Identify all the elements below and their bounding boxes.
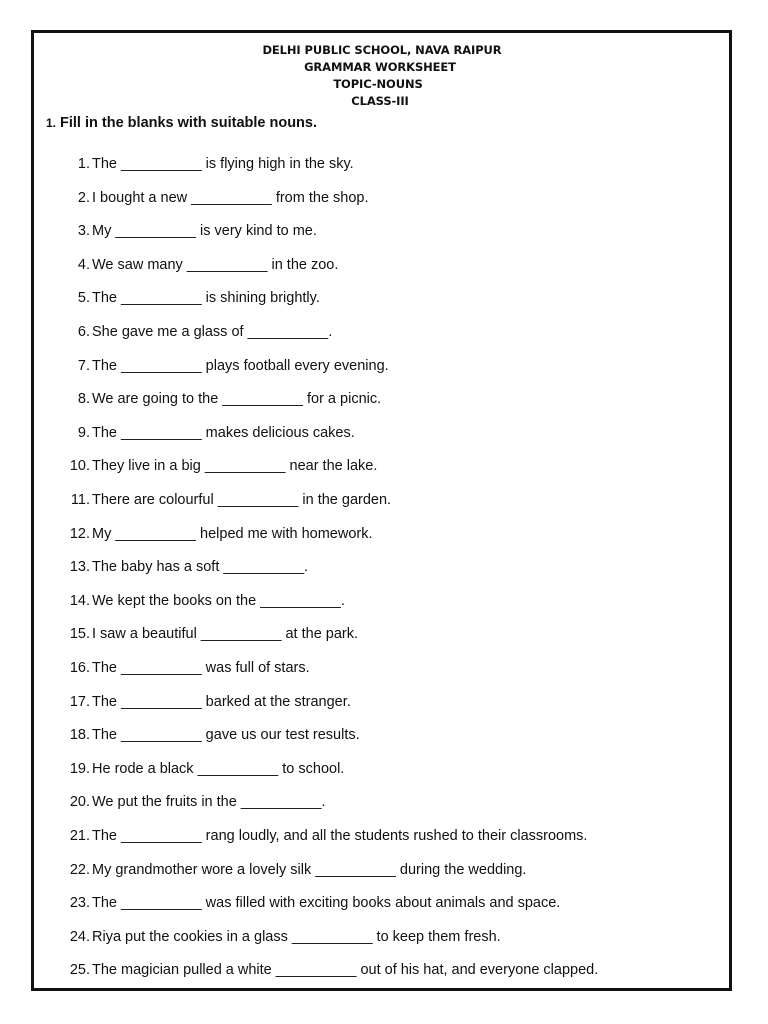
item-sentence: Riya put the cookies in a glass __________ to keep them fresh.: [92, 928, 501, 945]
item-sentence: The __________ plays football every evening.: [92, 357, 389, 374]
item-sentence: We put the fruits in the __________.: [92, 794, 326, 811]
item-number: 16.: [69, 660, 90, 676]
item-number: 17.: [69, 693, 90, 710]
worksheet-topic: TOPIC-NOUNS: [333, 77, 423, 91]
page-border: [31, 30, 732, 991]
item-number: 13.: [69, 559, 90, 576]
item-number: 23.: [69, 895, 90, 912]
item-number: 14.: [69, 592, 90, 609]
item-sentence: The __________ gave us our test results.: [92, 727, 360, 744]
item-sentence: He rode a black __________ to school.: [92, 760, 345, 777]
item-number: 20.: [69, 794, 90, 811]
item-number: 4.: [77, 256, 90, 273]
item-sentence: They live in a big __________ near the lake.: [92, 458, 378, 475]
item-sentence: The __________ is flying high in the sky.: [92, 156, 354, 172]
item-number: 8.: [77, 391, 90, 408]
class-label: CLASS-III: [351, 94, 409, 108]
item-number: 12.: [69, 525, 90, 542]
item-number: 11.: [70, 492, 90, 508]
item-sentence: There are colourful __________ in the garden.: [92, 492, 392, 508]
item-number: 10.: [69, 458, 90, 475]
item-number: 3.: [77, 223, 90, 240]
item-number: 7.: [77, 357, 90, 374]
item-sentence: My __________ is very kind to me.: [92, 223, 317, 240]
item-number: 15.: [69, 626, 90, 643]
worksheet-title: GRAMMAR WORKSHEET: [304, 60, 456, 74]
question-number: 1.: [46, 116, 57, 130]
question-instruction: Fill in the blanks with suitable nouns.: [60, 115, 318, 131]
item-sentence: We are going to the __________ for a picnic.: [92, 391, 382, 408]
item-sentence: The __________ rang loudly, and all the students rushed to their classrooms.: [92, 828, 588, 844]
item-number: 21.: [69, 828, 90, 844]
item-sentence: The __________ barked at the stranger.: [92, 693, 351, 710]
item-sentence: The __________ was full of stars.: [92, 660, 310, 676]
item-number: 19.: [69, 760, 90, 777]
item-sentence: We kept the books on the __________.: [92, 592, 345, 609]
item-number: 24.: [69, 928, 90, 945]
item-sentence: My __________ helped me with homework.: [92, 525, 373, 542]
worksheet-header: [0, 42, 768, 110]
item-sentence: I saw a beautiful __________ at the park.: [92, 626, 359, 643]
question-heading: [46, 115, 317, 131]
item-number: 18.: [69, 727, 90, 744]
item-number: 1.: [77, 156, 90, 172]
item-sentence: She gave me a glass of __________.: [92, 324, 333, 340]
item-sentence: The baby has a soft __________.: [92, 559, 309, 576]
item-sentence: The magician pulled a white __________ out of his hat, and everyone clapped.: [92, 962, 599, 979]
item-sentence: The __________ is shining brightly.: [92, 290, 320, 307]
item-number: 9.: [77, 424, 90, 441]
item-number: 22.: [69, 861, 90, 878]
item-sentence: My grandmother wore a lovely silk __________ during the wedding.: [92, 861, 527, 878]
item-number: 5.: [77, 290, 90, 307]
item-sentence: The __________ makes delicious cakes.: [92, 424, 355, 441]
item-sentence: The __________ was filled with exciting books about animals and space.: [92, 895, 561, 912]
item-number: 6.: [77, 324, 90, 340]
item-number: 25.: [69, 962, 90, 979]
school-name: DELHI PUBLIC SCHOOL, NAVA RAIPUR: [262, 43, 502, 57]
item-sentence: I bought a new __________ from the shop.: [92, 189, 369, 206]
item-sentence: We saw many __________ in the zoo.: [92, 256, 339, 273]
item-number: 2.: [77, 189, 90, 206]
